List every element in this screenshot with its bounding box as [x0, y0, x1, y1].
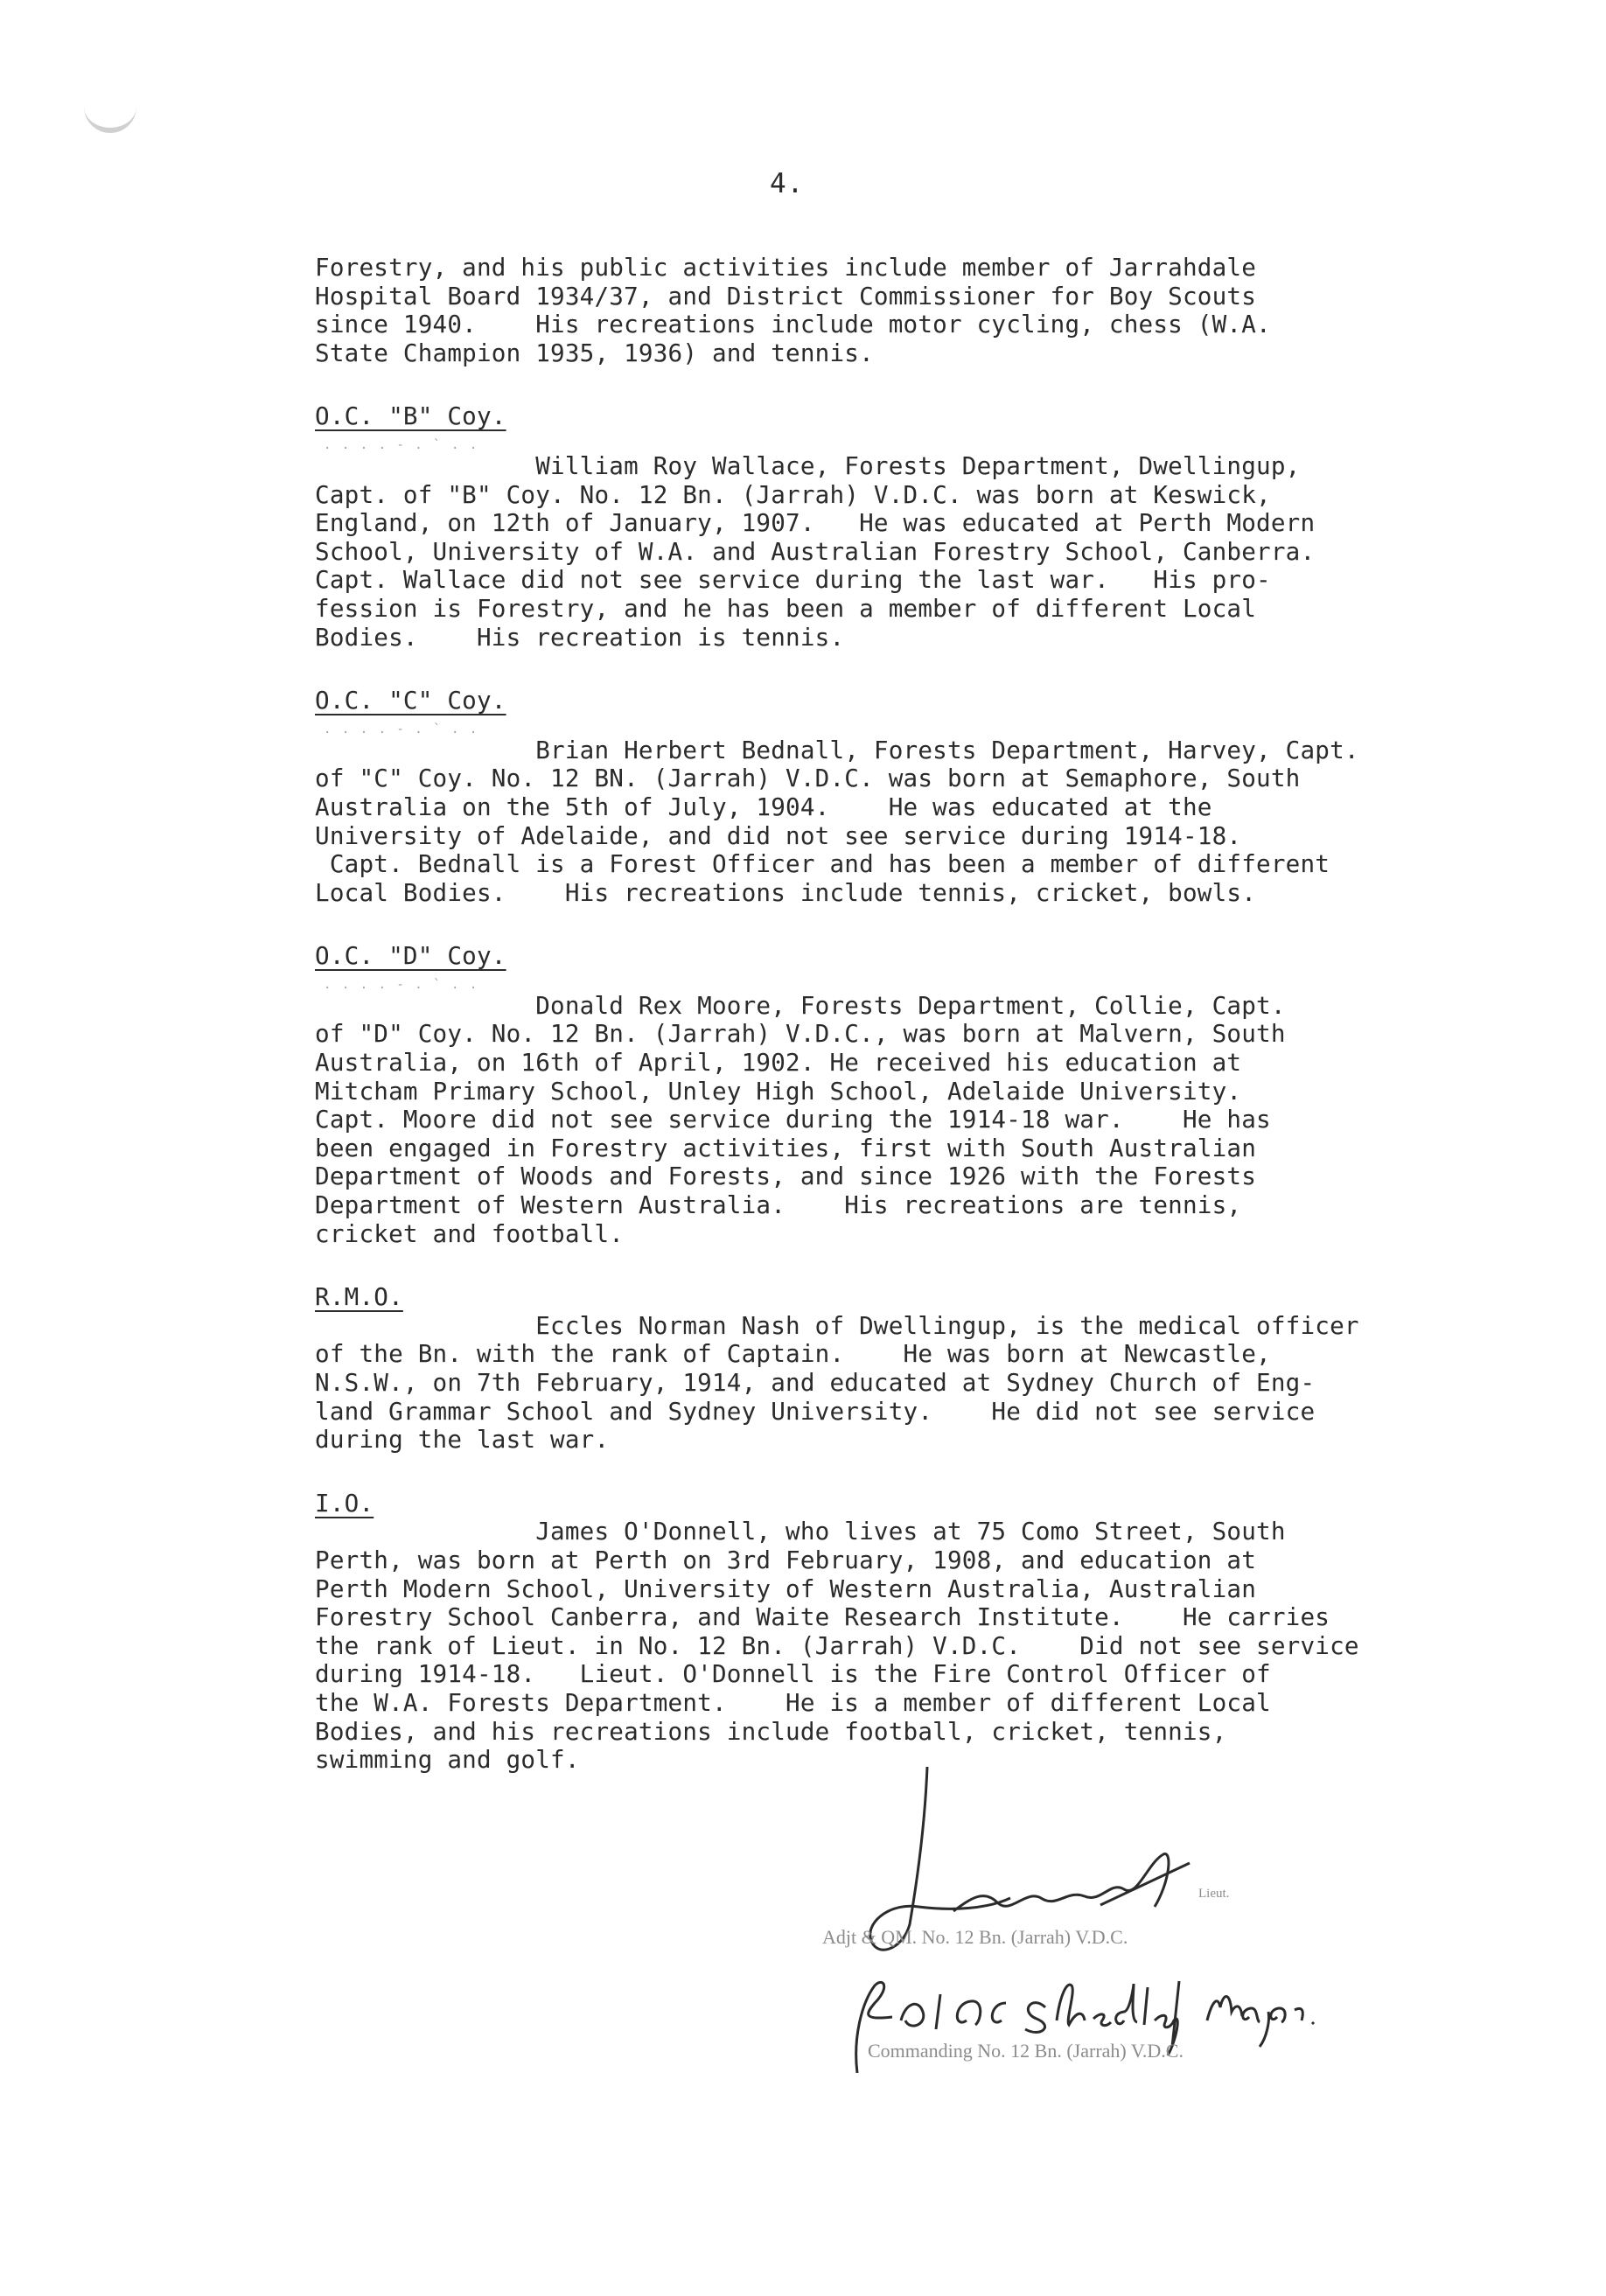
divider-dots: . . . . - . ` . .	[324, 722, 479, 736]
text-line: Bodies, and his recreations include football, cricket, tennis,	[315, 1716, 1227, 1746]
text-line: Capt. Bednall is a Forest Officer and has been a member of different	[315, 849, 1330, 879]
intro-paragraph	[315, 254, 1461, 367]
divider-dots: . . . . - . ` . .	[324, 437, 479, 452]
section-oc-c-coy	[315, 687, 1461, 907]
text-line: England, on 12th of January, 1907. He was educated at Perth Modern	[315, 508, 1316, 538]
text-line: Brian Herbert Bednall, Forests Department, Harvey, Capt.	[315, 735, 1359, 764]
text-line: Capt. of "B" Coy. No. 12 Bn. (Jarrah) V.D.C. was born at Keswick,	[315, 479, 1271, 509]
text-line: Donald Rex Moore, Forests Department, Collie, Capt.	[315, 990, 1286, 1020]
text-line: Capt. Moore did not see service during the 1914-18 war. He has	[315, 1105, 1271, 1134]
text-line: University of Adelaide, and did not see service during 1914-18.	[315, 820, 1242, 850]
text-line: cricket and football.	[315, 1218, 625, 1248]
section-rmo	[315, 1283, 1461, 1455]
signature-block	[822, 1758, 1382, 2073]
text-line: State Champion 1935, 1936) and tennis.	[315, 338, 874, 367]
section-heading: O.C. "D" Coy.	[315, 941, 506, 971]
text-line: during the last war.	[315, 1425, 610, 1455]
text-line: William Roy Wallace, Forests Department, Dwellingup,	[315, 450, 1301, 480]
text-line: Eccles Norman Nash of Dwellingup, is the medical officer	[315, 1310, 1359, 1340]
text-line: Forestry, and his public activities include member of Jarrahdale	[315, 253, 1257, 282]
text-line: the rank of Lieut. in No. 12 Bn. (Jarrah) V.D.C. Did not see service	[315, 1630, 1359, 1660]
text-line: since 1940. His recreations include motor cycling, chess (W.A.	[315, 310, 1271, 339]
text-line: of "D" Coy. No. 12 Bn. (Jarrah) V.D.C., was born at Malvern, South	[315, 1019, 1286, 1049]
text-line: N.S.W., on 7th February, 1914, and educated at Sydney Church of Eng-	[315, 1368, 1316, 1397]
text-line: fession is Forestry, and he has been a member of different Local	[315, 593, 1257, 623]
text-line: Perth, was born at Perth on 3rd February, 1908, and education at	[315, 1545, 1257, 1574]
text-line: Australia, on 16th of April, 1902. He received his education at	[315, 1048, 1242, 1078]
text-line: of "C" Coy. No. 12 BN. (Jarrah) V.D.C. was born at Semaphore, South	[315, 764, 1301, 793]
text-line: School, University of W.A. and Australian Forestry School, Canberra.	[315, 536, 1316, 566]
text-line: Hospital Board 1934/37, and District Commissioner for Boy Scouts	[315, 281, 1257, 311]
signature-1-rank: Lieut.	[1198, 1887, 1230, 1901]
text-line: swimming and golf.	[315, 1745, 580, 1775]
section-heading: I.O.	[315, 1488, 374, 1518]
text-line: Bodies. His recreation is tennis.	[315, 622, 845, 652]
text-line: Forestry School Canberra, and Waite Research Institute. He carries	[315, 1602, 1330, 1632]
text-line: Capt. Wallace did not see service during the last war. His pro-	[315, 565, 1271, 595]
section-heading: O.C. "B" Coy.	[315, 401, 506, 431]
text-line: the W.A. Forests Department. He is a member of different Local	[315, 1687, 1271, 1717]
text-line: Local Bodies. His recreations include tennis, cricket, bowls.	[315, 877, 1257, 907]
text-line: Department of Woods and Forests, and since 1926 with the Forests	[315, 1162, 1257, 1191]
page-number: 4.	[770, 168, 805, 199]
signature-1-title: Adjt & QM. No. 12 Bn. (Jarrah) V.D.C.	[822, 1926, 1128, 1948]
section-oc-b-coy	[315, 402, 1461, 652]
document-body	[315, 254, 1461, 1775]
signature-2-title: Commanding No. 12 Bn. (Jarrah) V.D.C.	[868, 2040, 1184, 2062]
section-io	[315, 1490, 1461, 1775]
text-line: Department of Western Australia. His recreations are tennis,	[315, 1190, 1242, 1220]
divider-dots: . . . . - . ` . .	[324, 977, 479, 992]
text-line: Perth Modern School, University of Western Australia, Australian	[315, 1574, 1257, 1603]
text-line: Mitcham Primary School, Unley High School, Adelaide University.	[315, 1076, 1242, 1106]
text-line: land Grammar School and Sydney University. He did not see service	[315, 1396, 1316, 1426]
section-oc-d-coy	[315, 942, 1461, 1248]
text-line: of the Bn. with the rank of Captain. He was born at Newcastle,	[315, 1339, 1271, 1369]
text-line: been engaged in Forestry activities, first with South Australian	[315, 1133, 1257, 1162]
text-line: during 1914-18. Lieut. O'Donnell is the Fire Control Officer of	[315, 1659, 1271, 1689]
section-heading: O.C. "C" Coy.	[315, 686, 506, 715]
handwritten-signatures	[822, 1758, 1382, 2073]
text-line: James O'Donnell, who lives at 75 Como Street, South	[315, 1517, 1286, 1546]
text-line: Australia on the 5th of July, 1904. He was educated at the	[315, 792, 1212, 821]
section-heading: R.M.O.	[315, 1282, 403, 1312]
punch-hole-mark	[84, 87, 136, 133]
